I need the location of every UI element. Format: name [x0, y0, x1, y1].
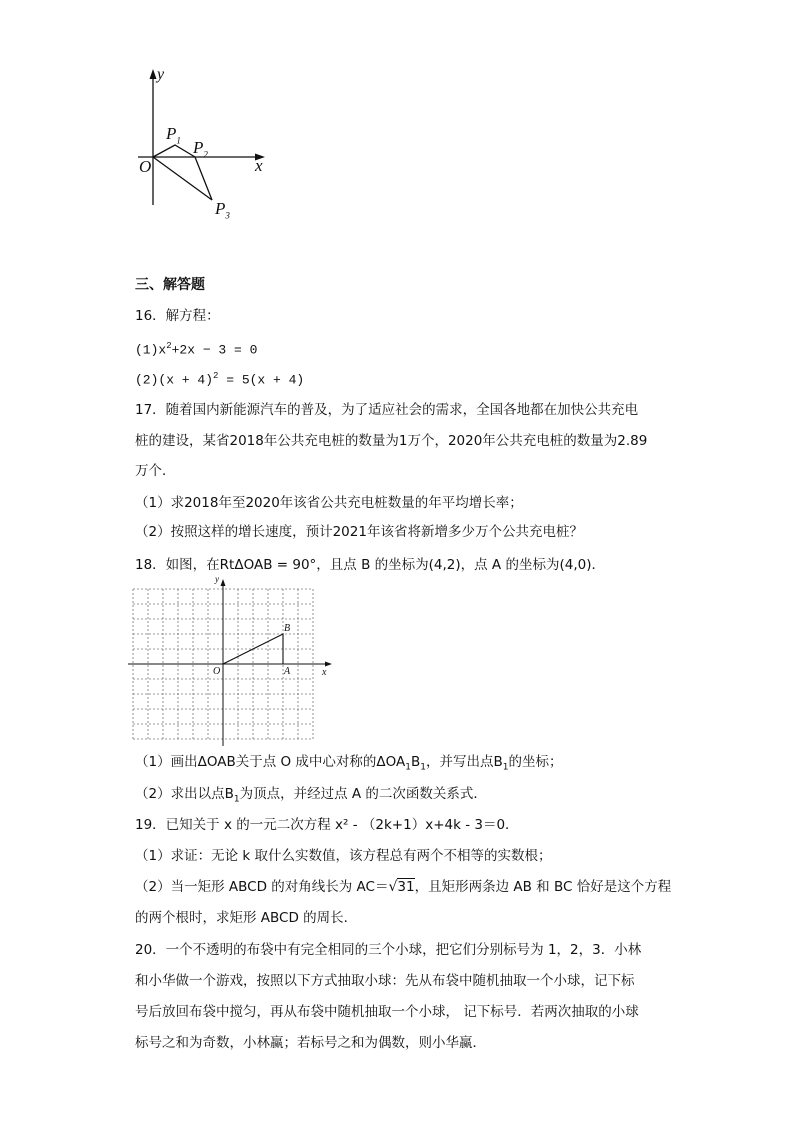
y-axis-arrow: [150, 69, 157, 79]
sqrt-radicand: 31: [397, 879, 415, 895]
q19-line-1: 19．已知关于 x 的一元二次方程 x² - （2k+1）x+4k - 3＝0．: [135, 817, 519, 833]
q19-part-2: （2）当一矩形 ABCD 的对角线长为 AC＝√31，且矩形两条边 AB 和 BC 恰好是这个方程: [135, 879, 672, 895]
q18-part-2: （2）求出以点$B_1$为顶点，并经过点 A 的二次函数关系式．: [135, 786, 487, 805]
q17-part-1: （1）求2018年至2020年该省公共充电桩数量的年平均增长率；: [135, 495, 523, 511]
q17-line-3: 万个．: [135, 463, 176, 479]
grid-x-label: x: [322, 667, 327, 678]
fig1-p3-label: $P_3$: [215, 199, 230, 221]
fig1-y-label: y: [157, 66, 165, 83]
grid-y-label: y: [215, 574, 219, 584]
q17-line-2: 桩的建设，某省2018年公共充电桩的数量为1万个，2020年公共充电桩的数量为2.89: [135, 433, 648, 449]
q20-line-3: 号后放回布袋中搅匀，再从布袋中随机抽取一个小球， 记下标号．若两次抽取的小球: [135, 1004, 639, 1020]
q16-title: 16．解方程：: [135, 308, 220, 324]
figure-grid-oab: [128, 578, 338, 750]
grid-x-axis-arrow: [325, 662, 332, 667]
q20-line-2: 和小华做一个游戏，按照以下方式抽取小球：先从布袋中随机抽取一个小球，记下标: [135, 973, 635, 989]
fig1-origin-label: O: [139, 157, 152, 176]
q18-part-1: （1）画出ΔOAB关于点 O 成中心对称的$\Delta OA_1B_1$，并写出点$B_1$的坐标；: [135, 754, 563, 773]
q16-equation-2: $(2)(x + 4)^2 = 5(x + 4)$: [135, 371, 305, 388]
q16-equation-1: $(1)x^2+2x - 3 = 0$: [135, 341, 258, 358]
q20-line-4: 标号之和为奇数，小林赢；若标号之和为偶数，则小华赢．: [135, 1035, 486, 1051]
segment-o-p1-p2: [153, 145, 195, 157]
fig1-x-label: x: [255, 156, 263, 175]
q17-line-1: 17．随着国内新能源汽车的普及，为了适应社会的需求，全国各地都在加快公共充电: [135, 402, 639, 418]
fig1-p1-label: $P_1$: [166, 124, 181, 146]
q19-part-2-line-2: 的两个根时，求矩形 ABCD 的周长．: [135, 910, 358, 926]
fig1-p2-label: $P_2$: [193, 138, 208, 160]
section-heading: 三、解答题: [135, 277, 205, 293]
q19-part-1: （1）求证：无论 k 取什么实数值，该方程总有两个不相等的实数根；: [135, 848, 552, 864]
grid-point-b-label: B: [284, 623, 291, 634]
q17-part-2: （2）按照这样的增长速度，预计2021年该省将新增多少万个公共充电桩？: [135, 524, 583, 540]
q20-line-1: 20．一个不透明的布袋中有完全相同的三个小球，把它们分别标号为 1，2，3．小林: [135, 942, 642, 958]
q18-line-1: 18．如图，在RtΔOAB = 90°，且点 B 的坐标为(4,2)，点 A 的坐标为(4,0)．: [135, 557, 605, 573]
grid-point-a-label: A: [284, 666, 291, 677]
grid-y-axis-arrow: [221, 579, 226, 586]
grid-origin-label: O: [213, 666, 221, 677]
